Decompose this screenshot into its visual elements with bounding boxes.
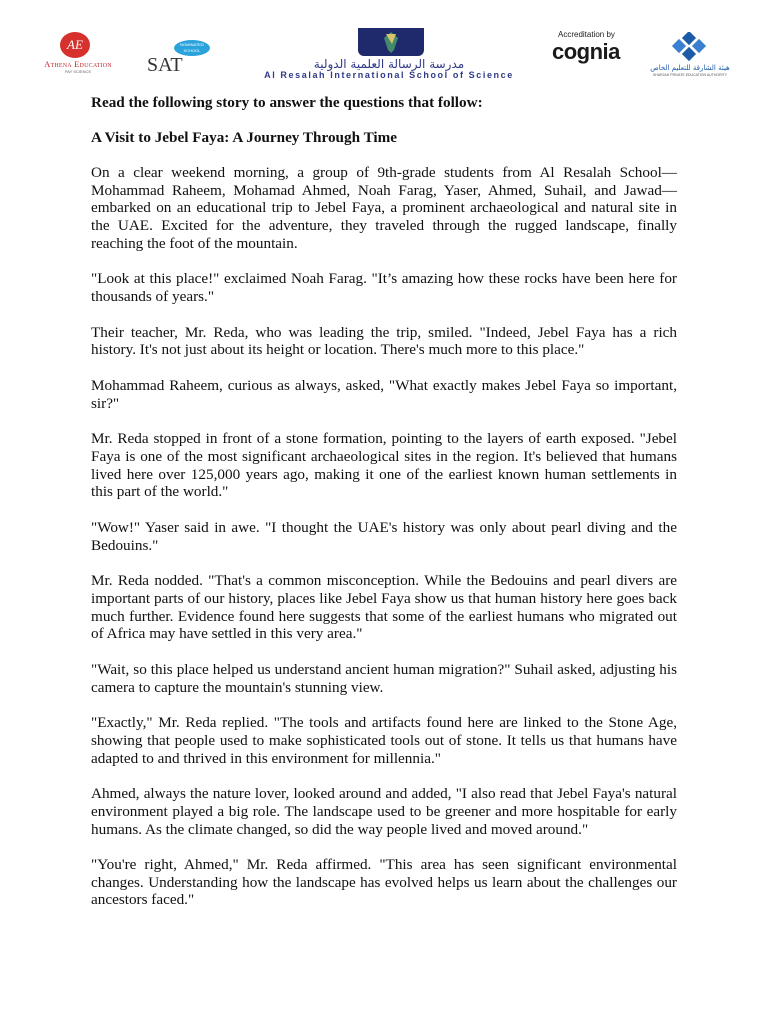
athena-monogram: AE (60, 32, 90, 58)
accreditation-label: Accreditation by (558, 30, 615, 39)
story-paragraph: Mr. Reda nodded. "That's a common misconception. While the Bedouins and pearl divers are important parts of our history, places like Jebel Faya show us that human history here goes back much further. Evidence found here suggests that some of the earliest humans who migrated out of Africa may have settled in this very area." (91, 572, 677, 643)
story-paragraph: "You're right, Ahmed," Mr. Reda affirmed. "This area has seen significant environmental changes. Understanding how the landscape has evolved helps us learn about the challenges our ancestors faced." (91, 856, 677, 909)
sharjah-authority-logo (640, 32, 740, 78)
story-title: A Visit to Jebel Faya: A Journey Through Time (91, 128, 398, 146)
story-paragraph: "Look at this place!" exclaimed Noah Farag. "It’s amazing how these rocks have been here for thousands of years." (91, 270, 677, 305)
sat-bubble: NOMINATED SCHOOL (174, 40, 210, 56)
sat-logo (147, 40, 215, 80)
cognia-logo (552, 30, 634, 64)
athena-tagline: PAY SCIENCE (64, 69, 92, 74)
story-paragraph: "Exactly," Mr. Reda replied. "The tools and artifacts found here are linked to the Stone Age, showing that people used to make sophisticated tools out of stone. It tells us that humans have adapted to and thrived in this environment for millennia." (91, 714, 677, 767)
story-document (91, 94, 677, 927)
story-paragraph: On a clear weekend morning, a group of 9th-grade students from Al Resalah School—Mohammad Raheem, Mohamad Ahmed, Noah Farag, Yaser, Ahmed, Suhail, and Jawad—embarked on an educational trip to Jebel Faya, a prominent archaeological and natural site in the UAE. Excited for the adventure, they traveled through the rugged landscape, finally reaching the foot of the mountain. (91, 164, 677, 252)
athena-name: Athena Education (44, 59, 112, 69)
resalah-school-logo (236, 28, 542, 80)
sat-word: SAT (147, 54, 183, 76)
story-paragraph: Ahmed, always the nature lover, looked around and added, "I also read that Jebel Faya's natural environment played a big role. The landscape used to be greener and more hospitable for early humans. As the climate changed, so did the way people lived and moved around." (91, 785, 677, 838)
story-paragraph: "Wait, so this place helped us understand ancient human migration?" Suhail asked, adjusting his camera to capture the mountain's stunning view. (91, 660, 677, 696)
page-header (0, 0, 768, 90)
story-paragraph: Their teacher, Mr. Reda, who was leading the trip, smiled. "Indeed, Jebel Faya has a rich history. It's not just about its height or location. There's much more to this place." (91, 323, 677, 359)
instruction-heading: Read the following story to answer the questions that follow: (91, 94, 483, 111)
sharjah-name-arabic: هيئة الشارقة للتعليم الخاص (650, 64, 730, 72)
story-paragraph: Mr. Reda stopped in front of a stone formation, pointing to the layers of earth exposed. "Jebel Faya is one of the most significant archaeological sites in the region. It's believed that humans lived here over 125,000 years ago, making it one of the earliest known human settlements in this part of the world." (91, 430, 677, 501)
school-name-arabic: مدرسة الرسالة العلمية الدولية (313, 57, 465, 71)
sharjah-cube-icon (668, 32, 712, 62)
story-paragraph: Mohammad Raheem, curious as always, asked, "What exactly makes Jebel Faya so important, sir?" (91, 377, 677, 412)
story-paragraph: "Wow!" Yaser said in awe. "I thought the UAE's history was only about pearl diving and the Bedouins." (91, 519, 677, 554)
cognia-name: cognia (552, 39, 620, 64)
school-name-english: Al Resalah International School of Science (264, 70, 514, 80)
athena-education-logo (28, 32, 128, 78)
school-crest-icon (358, 28, 424, 56)
sharjah-name-english: SHARJAH PRIVATE EDUCATION AUTHORITY (652, 73, 728, 77)
